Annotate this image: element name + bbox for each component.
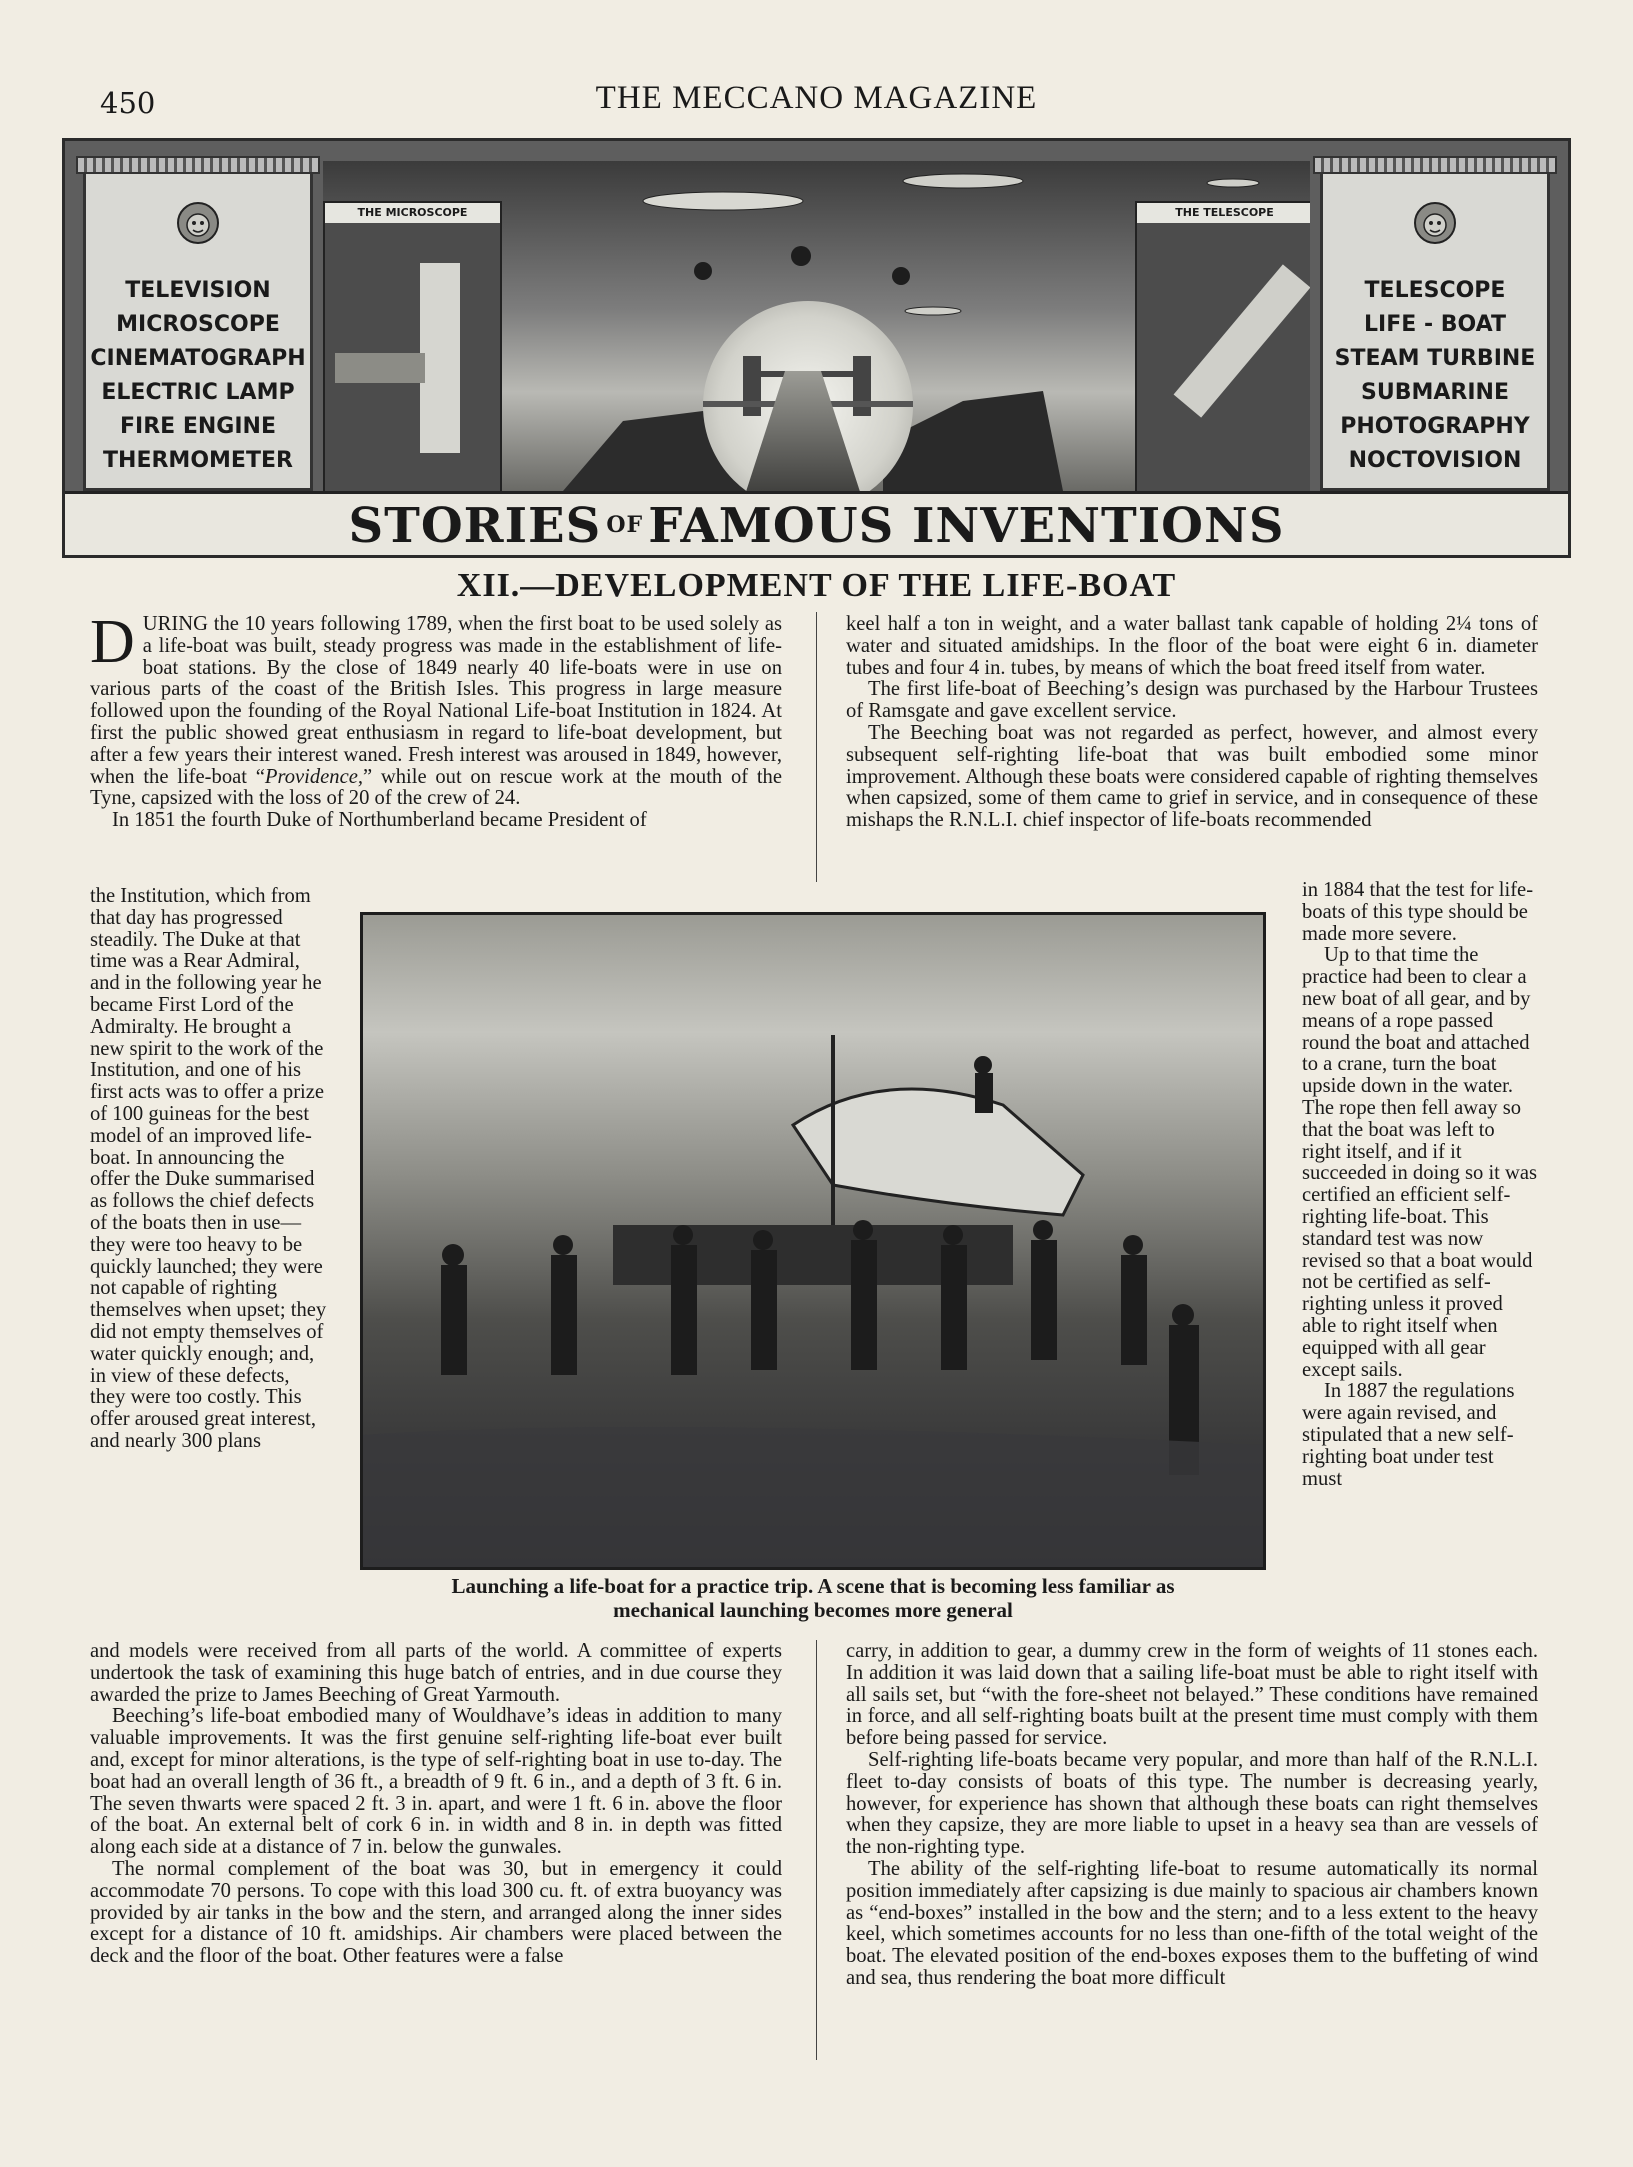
invention-item: THERMOMETER [103, 448, 293, 473]
paragraph: Up to that time the practice had been to clear a new boat of all gear, and by means of a rope passed round the boat and attached to a crane, turn the boat upside down in the water. The rope then fell away so that the boat was left to right itself, and if it succeeded in doing so it was certified an efficient self-righting life-boat. This standard test was now revised so that a boat would not be certified as self-righting unless it proved able to right itself when equipped with all gear except sails. [1302, 944, 1538, 1381]
column-divider [816, 612, 817, 882]
right-column-top [846, 614, 1538, 832]
left-column-top [90, 608, 782, 832]
photo-caption [360, 1574, 1266, 1622]
paragraph: The Beeching boat was not regarded as perfect, however, and almost every subsequent self-righting life-boat that was built embodied some minor improvement. Although these boats were considered capable of righting themselves when capsized, some of them came to grief in service, and in consequence of these mishaps the R.N.L.I. chief inspector of life-boats recommended [846, 721, 1538, 832]
paragraph: and models were received from all parts of the world. A committee of experts undertook the task of examining this huge batch of entries, and in due course they awarded the prize to James Beeching of Great Yarmouth. [90, 1640, 782, 1706]
pillar-capital [1313, 156, 1557, 174]
series-title-part2: FAMOUS INVENTIONS [648, 498, 1285, 554]
photo-caption-line: mechanical launching becomes more general [613, 1598, 1013, 1622]
invention-item: LIFE - BOAT [1364, 312, 1506, 337]
laboratory-table [335, 353, 425, 383]
invention-item: FIRE ENGINE [120, 414, 276, 439]
telescope-panel-label: THE TELESCOPE [1137, 203, 1310, 223]
invention-item: ELECTRIC LAMP [101, 380, 295, 405]
header-banner-illustration [62, 138, 1571, 558]
right-pillar [1320, 161, 1550, 491]
left-inventions-list [86, 274, 310, 478]
paragraph: Self-righting life-boats became very popular, and more than half of the R.N.L.I. fleet to-day consists of boats of this type. The number is decreasing yearly, however, for experience has shown that although these boats can right themselves when they capsize, they are more liable to upset in a heavy sea than are vessels of the non-righting type. [846, 1748, 1538, 1859]
photo-caption-line: Launching a life-boat for a practice trip. A scene that is becoming less familiar as [451, 1574, 1175, 1598]
article-heading: XII.—DEVELOPMENT OF THE LIFE-BOAT [456, 567, 1177, 604]
paragraph: The ability of the self-righting life-boat to resume automatically its normal position immediately after capsizing is due mainly to spacious air chambers known as “end-boxes” installed in the bow and the stern; and to a less extent to the heavy keel, which sometimes accounts for no less than one-fifth of the total weight of the boat. The elevated position of the end-boxes exposes them to the buffeting of wind and sea, thus rendering the boat more difficult [846, 1857, 1538, 1989]
microscope-panel [323, 201, 502, 491]
telescope-panel [1135, 201, 1310, 491]
series-title-part1: STORIES [348, 498, 602, 554]
lion-head-icon [176, 199, 220, 251]
paragraph: carry, in addition to gear, a dummy crew in the form of weights of 11 stones each. In addition it was laid down that a sailing life-boat must be able to right itself with all sails set, but “with the fore-sheet not belayed.” These conditions have remained in force, and all self-righting boats built at the present time must comply with them before being passed for service. [846, 1640, 1538, 1750]
column-divider [816, 1640, 817, 2060]
series-title [65, 491, 1568, 556]
invention-item: NOCTOVISION [1348, 448, 1522, 473]
lifeboat-launch-photo [360, 912, 1266, 1570]
page-number: 450 [100, 86, 156, 120]
invention-item: TELEVISION [125, 278, 271, 303]
invention-item: SUBMARINE [1361, 380, 1509, 405]
invention-item: STEAM TURBINE [1334, 346, 1536, 371]
paragraph: The first life-boat of Beeching’s design was purchased by the Harbour Trustees of Ramsgate and gave excellent service. [846, 678, 1538, 723]
paragraph: the Institution, which from that day has progressed steadily. The Duke at that time was a Rear Admiral, and in the following year he became First Lord of the Admiralty. He brought a new spirit to the work of the Institution, and one of his first acts was to offer a prize of 100 guineas for the best model of an improved life-boat. In announcing the offer the Duke summarised as follows the chief defects of the boats then in use—they were too heavy to be quickly launched; they were not capable of righting themselves when upset; they did not empty themselves of water quickly enough; and, in view of these defects, they were too costly. This offer aroused great interest, and nearly 300 plans [90, 885, 327, 1452]
scientist-figure [420, 263, 460, 453]
invention-item: PHOTOGRAPHY [1340, 414, 1530, 439]
inventions-scene [323, 161, 1310, 491]
paragraph: DURING the 10 years following 1789, when the first boat to be used solely as a life-boat was built, steady progress was made in the establishment of life-boat stations. By the close of 1849 nearly 40 life-boats were in use on various parts of the coast of the British Isles. This progress in large measure followed upon the founding of the Royal National Life-boat Institution in 1824. At first the public showed great enthusiasm in regard to life-boat development, but after a few years their interest waned. Fresh interest was aroused in 1849, however, when the life-boat “Providence,” while out on rescue work at the mouth of the Tyne, capsized with the loss of 20 of the crew of 24. [90, 608, 782, 810]
right-column-bottom [846, 1641, 1538, 1990]
right-inventions-list [1323, 274, 1547, 478]
lifeboat-launch-scene [363, 915, 1263, 1567]
pillar-capital [76, 156, 320, 174]
drop-cap: D [90, 608, 135, 676]
paragraph: keel half a ton in weight, and a water ballast tank capable of holding 2¼ tons of water and situated amidships. In the floor of the boat were eight 6 in. diameter tubes and four 4 in. tubes, by means of which the boat freed itself from water. [846, 613, 1538, 679]
paragraph: In 1851 the fourth Duke of Northumberland became President of [112, 809, 647, 832]
microscope-panel-label: THE MICROSCOPE [325, 203, 500, 223]
invention-item: TELESCOPE [1364, 278, 1506, 303]
left-column-narrow [90, 886, 328, 1453]
series-title-of: OF [606, 512, 644, 538]
lion-head-icon [1413, 199, 1457, 251]
magazine-title: THE MECCANO MAGAZINE [595, 80, 1038, 116]
paragraph: In 1887 the regulations were again revised, and stipulated that a new self-righting boat under test must [1302, 1380, 1515, 1490]
left-pillar [83, 161, 313, 491]
paragraph: Beeching’s life-boat embodied many of Wouldhave’s ideas in addition to many valuable improvements. It was the first genuine self-righting life-boat ever built and, except for minor alterations, is the type of self-righting boat in use to-day. The boat had an overall length of 36 ft., a breadth of 9 ft. 6 in., and a depth of 3 ft. 6 in. The seven thwarts were spaced 2 ft. 3 in. apart, and were 1 ft. 6 in. above the floor of the boat. An external belt of cork 6 in. in width and 8 in. in depth was fitted along each side at a distance of 7 in. below the gunwales. [90, 1705, 782, 1859]
telescope-illustration [1174, 264, 1310, 417]
paragraph: The normal complement of the boat was 30, but in emergency it could accommodate 70 persons. To cope with this load 300 cu. ft. of extra buoyancy was provided by air tanks in the bow and the stern, and arranged along the inner sides except for a distance of 10 ft. amidships. Air chambers were placed between the deck and the floor of the boat. Other features were a false [90, 1857, 782, 1968]
left-column-bottom [90, 1641, 782, 1968]
paragraph: in 1884 that the test for life-boats of this type should be made more severe. [1302, 879, 1534, 945]
invention-item: CINEMATOGRAPH [90, 346, 306, 371]
invention-item: MICROSCOPE [116, 312, 280, 337]
boat-name: Providence, [264, 765, 364, 788]
right-column-narrow [1302, 880, 1538, 1490]
